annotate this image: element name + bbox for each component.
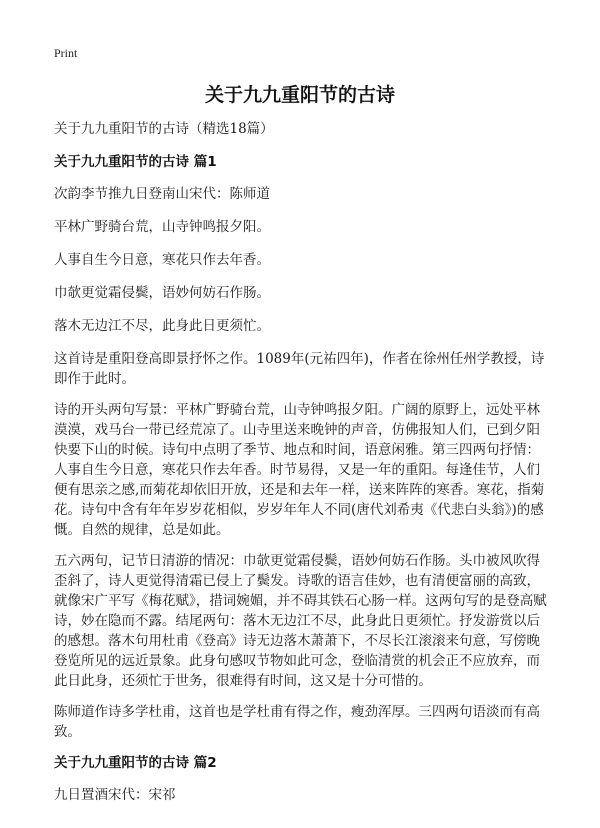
poem-title-1: 次韵李节推九日登南山宋代：陈师道 [54,186,270,202]
poem-line-2: 人事自生今日意，寒花只作去年香。 [54,252,270,268]
commentary-paragraph-2: 诗的开头两句写景：平林广野骑台荒，山寺钟鸣报夕阳。广阔的原野上，远处平林漠漠，戏马台一带已经荒凉了。山寺里送来晚钟的声音，仿佛报知人们，已到夕阳快要下山的时候。诗句中点明了季节、地点和时间，语意闲雅。第三四两句抒情：人事自生今日意，寒花只作去年香。时节易得，又是一年的重阳。每逢佳节，人们便有思亲之感,而菊花却依旧开放，还是和去年一样，送来阵阵的寒香。寒花，指菊花。诗句中含有年年岁岁花相似，岁岁年年人不同(唐代刘希夷《代悲白头翁》)的感慨。自然的规律，总是如此。 [54,402,545,538]
section-heading-2: 关于九九重阳节的古诗 篇2 [54,755,217,771]
commentary-paragraph-1: 这首诗是重阳登高即景抒怀之作。1089年(元祐四年)，作者在徐州任州学教授，诗即作于此时。 [54,351,545,387]
article-body [54,119,548,818]
poem-line-3: 巾欹更觉霜侵鬓，语妙何妨石作肠。 [54,285,270,301]
section-heading-1: 关于九九重阳节的古诗 篇1 [54,154,217,170]
print-link[interactable]: Print [54,46,78,60]
commentary-paragraph-4: 陈师道作诗多学杜甫，这首也是学杜甫有得之作，瘦劲浑厚。三四两句语淡而有高致。 [54,704,540,740]
page-title: 关于九九重阳节的古诗 [204,84,395,106]
commentary-paragraph-3: 五六两句，记节日清游的情况：巾欹更觉霜侵鬓，语妙何妨石作肠。头巾被风吹得歪斜了，诗人更觉得清霜已侵上了鬓发。诗歌的语言佳妙，也有清便富丽的高致，就像宋广平写《梅花赋》，措词婉媚，并不碍其铁石心肠一样。这两句写的是登高赋诗，妙在隐而不露。结尾两句：落木无边江不尽，此身此日更须忙。抒发游赏以后的感想。落木句用杜甫《登高》诗无边落木萧萧下，不尽长江滚滚来句意，写傍晚登览所见的远近景象。此身句感叹节物如此可念，登临清赏的机会正不应放弃，而此日此身，还须忙于世务，很难得有时间，这又是十分可惜的。 [54,553,547,689]
poem-line-1: 平林广野骑台荒，山寺钟鸣报夕阳。 [54,219,270,235]
poem-title-2: 九日置酒宋代：宋祁 [54,787,176,803]
article-subtitle: 关于九九重阳节的古诗（精选18篇） [54,121,274,137]
poem-line-4: 落木无边江不尽，此身此日更须忙。 [54,318,270,334]
